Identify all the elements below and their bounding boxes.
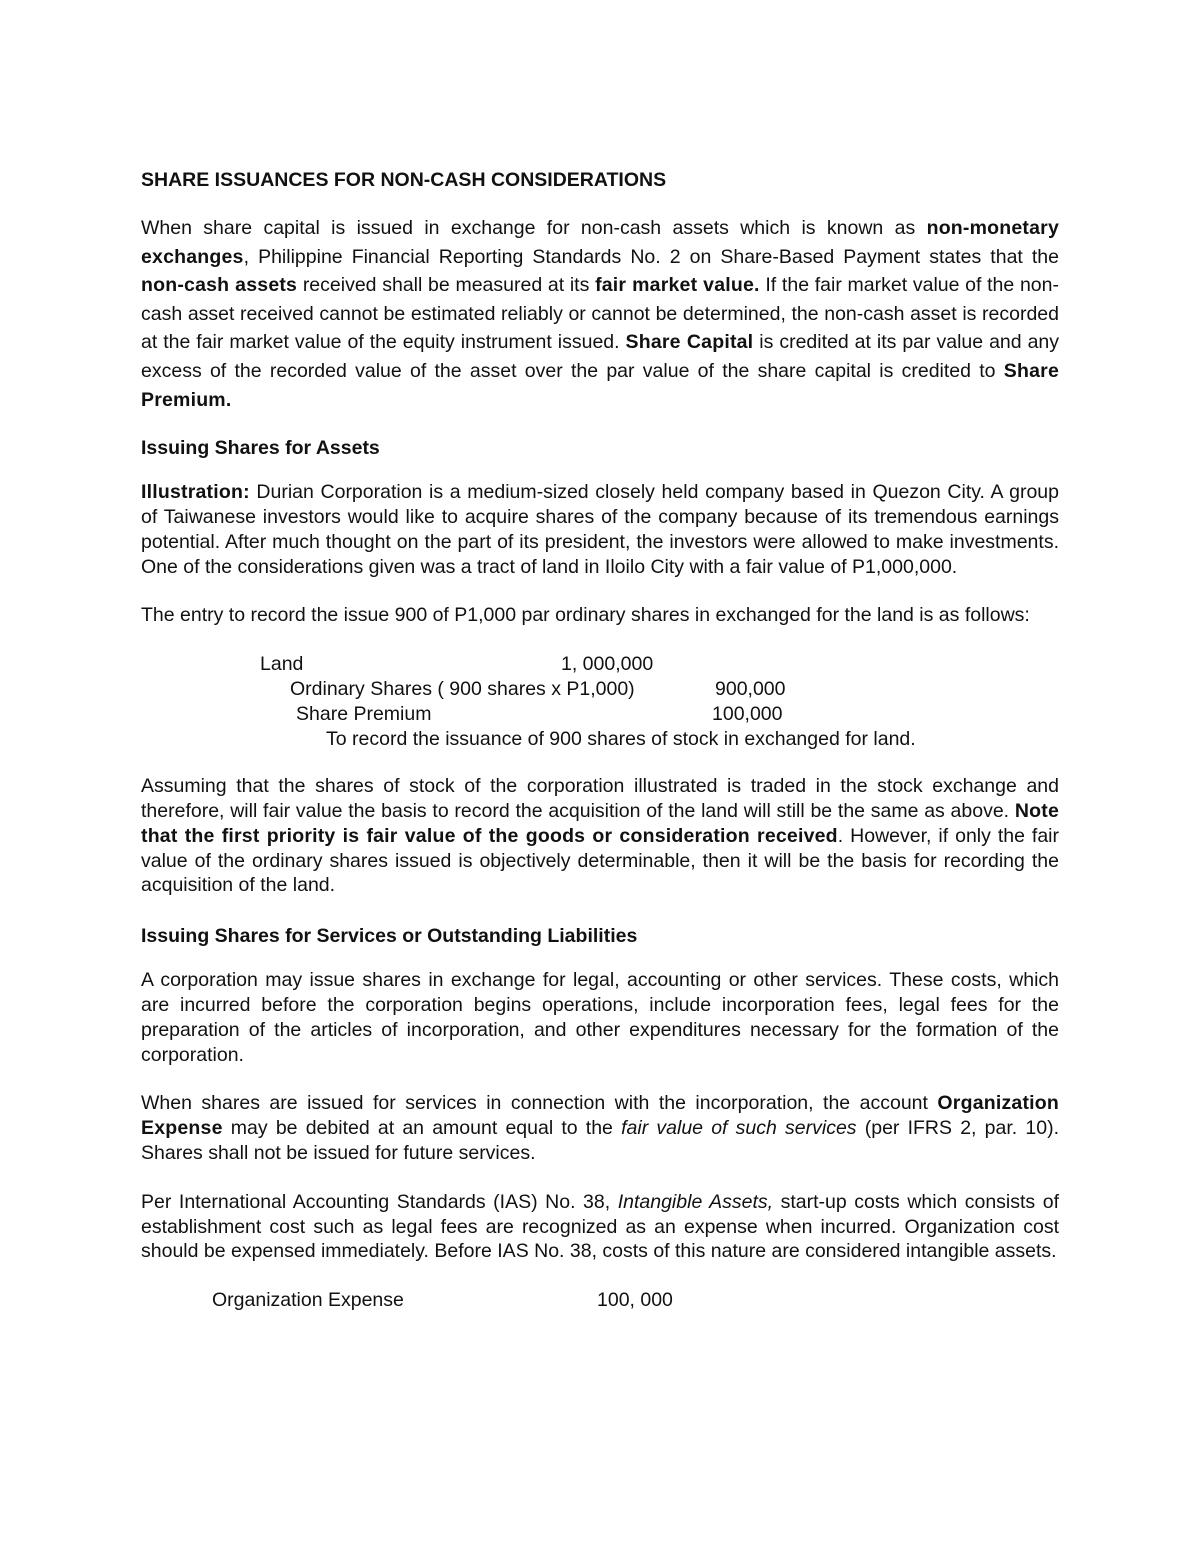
assuming-paragraph: Assuming that the shares of stock of the corporation illustrated is traded in the stock exchange and therefore, will fair value the basis to record the acquisition of the land will still be the same as above. Note that the first priority is fair value of the goods or consideration received. However, if only the fair value of the ordinary shares issued is objectively determinable, then it will be the basis for recording the acquisition of the land. bbox=[141, 775, 1059, 897]
entry-credit2-account: Share Premium bbox=[296, 702, 432, 725]
entry-intro-paragraph: The entry to record the issue 900 of P1,000 par ordinary shares in exchanged for the land is as follows: bbox=[141, 604, 1030, 627]
page-title: SHARE ISSUANCES FOR NON-CASH CONSIDERATIONS bbox=[141, 169, 667, 191]
illustration-paragraph: Illustration: Durian Corporation is a medium-sized closely held company based in Quezon City. A group of Taiwanese investors would like to acquire shares of the company because of its tremendous earnings potential. After much thought on the part of its president, the investors were allowed to make investments. One of the considerations given was a tract of land in Iloilo City with a fair value of P1,000,000. bbox=[141, 481, 1059, 578]
journal-entry bbox=[141, 652, 1059, 750]
entry-credit2-amount: 100,000 bbox=[712, 702, 783, 725]
term-fair-value-services: fair value of such services bbox=[621, 1117, 857, 1140]
services-paragraph: A corporation may issue shares in exchange for legal, accounting or other services. These costs, which are incurred before the corporation begins operations, include incorporation fees, legal fees for the preparation of the articles of incorporation, and other expenditures necessary for the formation of the corporation. bbox=[141, 969, 1059, 1066]
term-intangible-assets: Intangible Assets, bbox=[617, 1190, 774, 1213]
priority-note: Note that the first priority is fair value of the goods or consideration received bbox=[141, 799, 1059, 847]
term-fair-market-value: fair market value. bbox=[595, 274, 760, 297]
entry2-debit-account: Organization Expense bbox=[212, 1289, 404, 1312]
entry2-debit-amount: 100, 000 bbox=[597, 1289, 673, 1312]
term-share-capital: Share Capital bbox=[625, 331, 754, 354]
entry-explanation: To record the issuance of 900 shares of stock in exchanged for land. bbox=[326, 727, 916, 750]
entry-credit1-amount: 900,000 bbox=[715, 677, 786, 700]
entry-credit1-account: Ordinary Shares ( 900 shares x P1,000) bbox=[290, 677, 635, 700]
journal-entry-2 bbox=[141, 1288, 1059, 1314]
term-share-premium: Share Premium. bbox=[141, 359, 1059, 411]
term-non-monetary-exchanges: non-monetary exchanges bbox=[141, 217, 1059, 268]
incorporation-paragraph: When shares are issued for services in connection with the incorporation, the account Organization Expense may be debited at an amount equal to the fair value of such services (per IFRS 2, par. 10). Shares shall not be issued for future services. bbox=[141, 1092, 1059, 1164]
section-heading-services: Issuing Shares for Services or Outstanding Liabilities bbox=[141, 925, 638, 948]
term-organization-expense: Organization Expense bbox=[141, 1092, 1059, 1140]
intro-paragraph: When share capital is issued in exchange for non-cash assets which is known as non-monetary exchanges, Philippine Financial Reporting Standards No. 2 on Share-Based Payment states that the non-cash assets received shall be measured at its fair market value. If the fair market value of the non-cash asset received cannot be estimated reliably or cannot be determined, the non-cash asset is recorded at the fair market value of the equity instrument issued. Share Capital is credited at its par value and any excess of the recorded value of the asset over the par value of the share capital is credited to Share Premium. bbox=[141, 217, 1060, 411]
entry-debit-account: Land bbox=[260, 653, 304, 676]
document-body bbox=[141, 166, 1059, 1314]
term-non-cash-assets: non-cash assets bbox=[141, 274, 298, 297]
entry-debit-amount: 1, 000,000 bbox=[561, 653, 654, 676]
ias-paragraph: Per International Accounting Standards (IAS) No. 38, Intangible Assets, start-up costs which consists of establishment cost such as legal fees are recognized as an expense when incurred. Organization cost should be expensed immediately. Before IAS No. 38, costs of this nature are considered intangible assets. bbox=[141, 1190, 1060, 1263]
section-heading-assets: Issuing Shares for Assets bbox=[141, 437, 380, 460]
illustration-label: Illustration: bbox=[141, 481, 250, 504]
